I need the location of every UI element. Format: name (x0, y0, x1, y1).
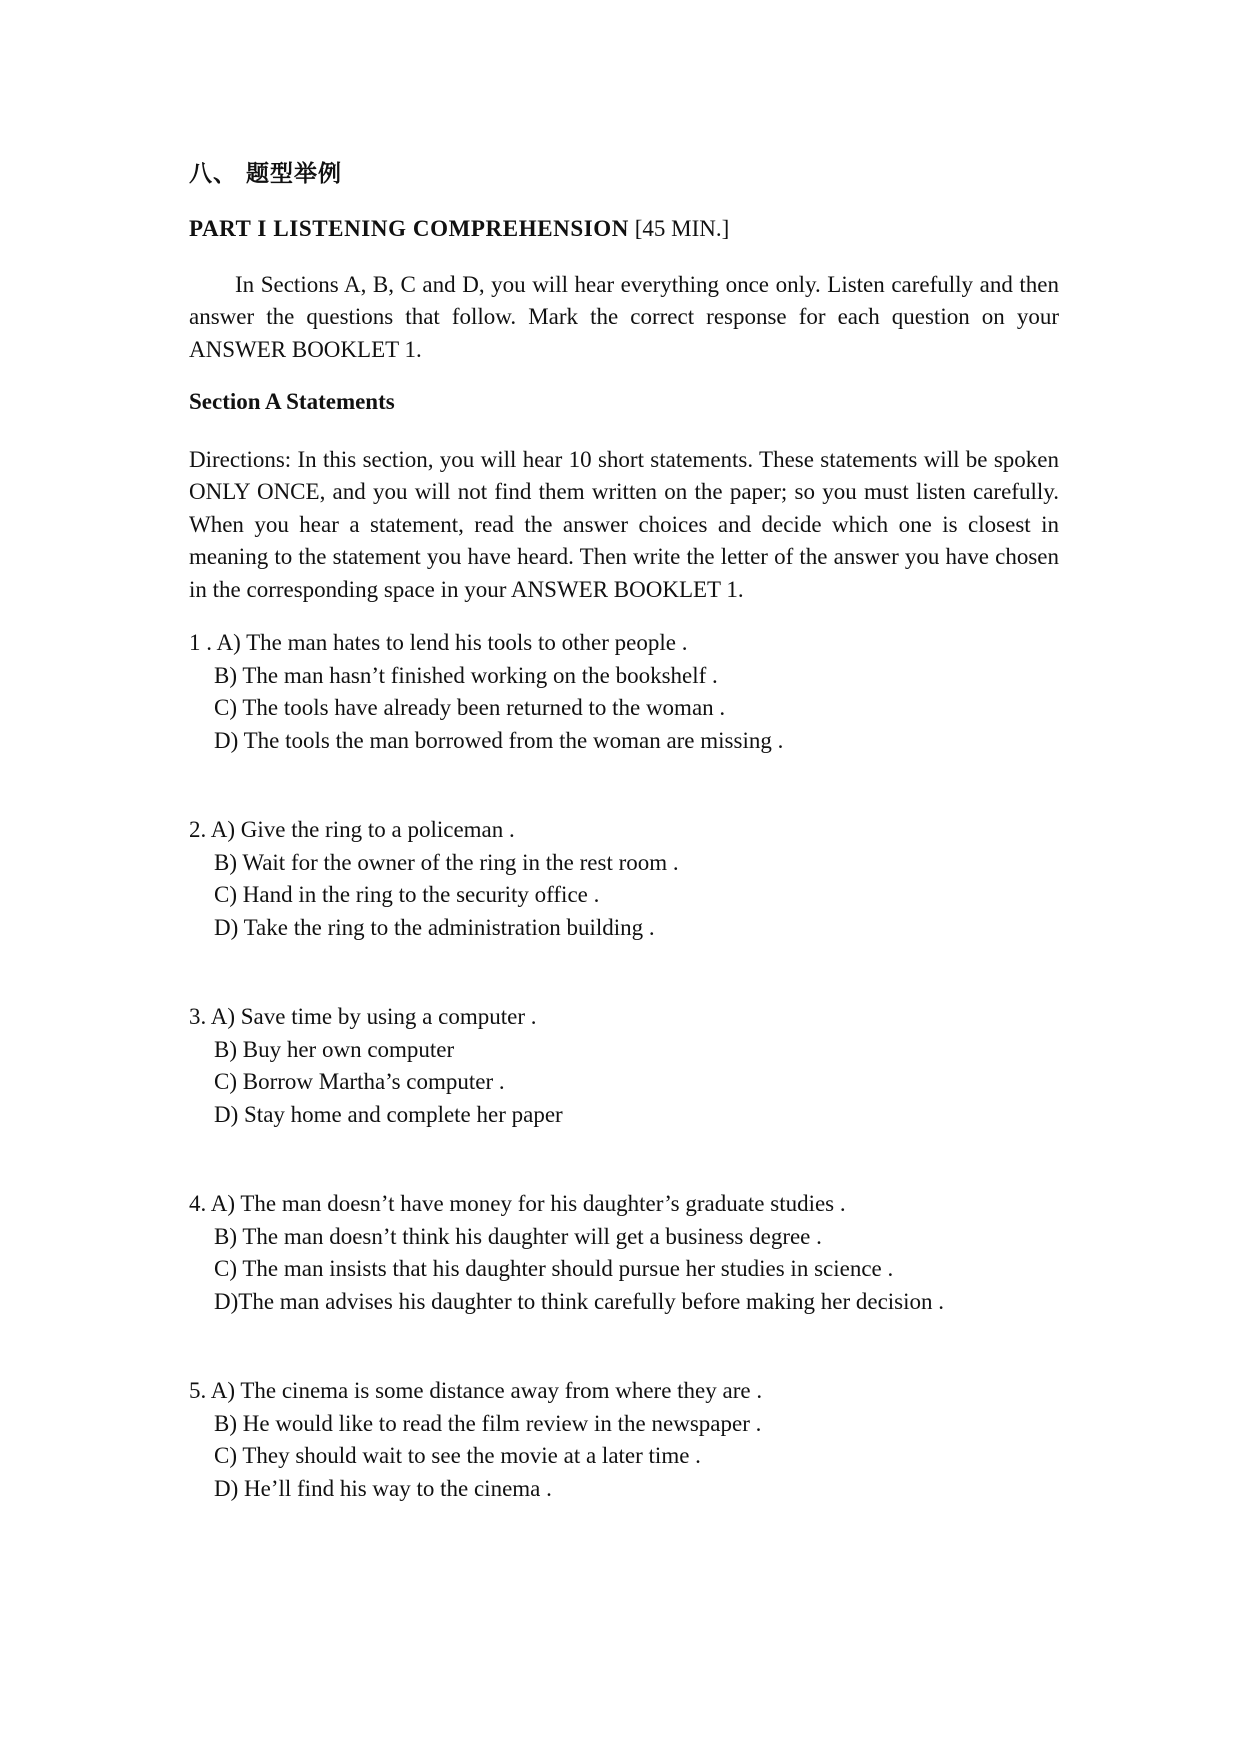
option-b: B) Wait for the owner of the ring in the rest room . (214, 849, 679, 875)
option-d: D) He’ll find his way to the cinema . (214, 1475, 552, 1501)
option-c: C) The tools have already been returned to the woman . (214, 695, 726, 720)
option-b: B) The man hasn’t finished working on the bookshelf . (214, 662, 718, 688)
option-a: A) The cinema is some distance away from where they are . (210, 1378, 763, 1403)
chapter-heading: 八、 题型举例 (189, 161, 343, 187)
option-d: D) Take the ring to the administration building . (214, 914, 655, 940)
question-4 (189, 1188, 1059, 1318)
question-first-line (189, 1001, 1059, 1034)
question-first-line (189, 814, 1059, 847)
question-number: 5. (189, 1378, 207, 1403)
option-d: D) Stay home and complete her paper (214, 1101, 563, 1127)
option-b: B) Buy her own computer (214, 1036, 455, 1062)
option-d: D)The man advises his daughter to think carefully before making her decision . (214, 1288, 945, 1314)
option-b: B) The man doesn’t think his daughter will get a business degree . (214, 1223, 822, 1249)
option-a: A) Give the ring to a policeman . (210, 817, 515, 842)
directions-paragraph: Directions: In this section, you will hear 10 short statements. These statements will be spoken ONLY ONCE, and you will not find them written on the paper; so you must listen carefully. When you hear a statement, read the answer choices and decide which one is closest in meaning to the statement you have heard. Then write the letter of the answer you have chosen in the corresponding space in your ANSWER BOOKLET 1. (189, 446, 1059, 602)
question-2 (189, 814, 1059, 944)
question-number: 4. (189, 1191, 207, 1216)
question-first-line (189, 1375, 1059, 1408)
question-1 (189, 627, 1059, 757)
part-title-duration: [45 MIN.] (629, 216, 730, 241)
option-c: C) Hand in the ring to the security office . (214, 882, 600, 907)
option-a: A) Save time by using a computer . (210, 1004, 537, 1029)
option-a: A) The man hates to lend his tools to other people . (216, 630, 688, 655)
document-page (189, 158, 1059, 1505)
intro-paragraph: In Sections A, B, C and D, you will hear everything once only. Listen carefully and then answer the questions that follow. Mark the correct response for each question on your ANSWER BOOKLET 1. (189, 271, 1059, 362)
option-c: C) Borrow Martha’s computer . (214, 1069, 505, 1094)
question-number: 1 . (189, 630, 212, 655)
option-d: D) The tools the man borrowed from the woman are missing . (214, 727, 784, 753)
part-title-main: PART I LISTENING COMPREHENSION (189, 216, 629, 241)
option-a: A) The man doesn’t have money for his daughter’s graduate studies . (210, 1191, 846, 1216)
section-title: Section A Statements (189, 389, 395, 414)
question-first-line (189, 627, 1059, 660)
question-5 (189, 1375, 1059, 1505)
question-number: 3. (189, 1004, 207, 1029)
option-c: C) They should wait to see the movie at a later time . (214, 1443, 701, 1468)
option-c: C) The man insists that his daughter should pursue her studies in science . (214, 1256, 894, 1281)
option-b: B) He would like to read the film review in the newspaper . (214, 1410, 762, 1436)
question-first-line (189, 1188, 1059, 1221)
spacer (189, 944, 1059, 1001)
part-title (189, 213, 1059, 246)
spacer (189, 1318, 1059, 1375)
spacer (189, 1131, 1059, 1188)
question-3 (189, 1001, 1059, 1131)
spacer (189, 757, 1059, 814)
question-number: 2. (189, 817, 207, 842)
